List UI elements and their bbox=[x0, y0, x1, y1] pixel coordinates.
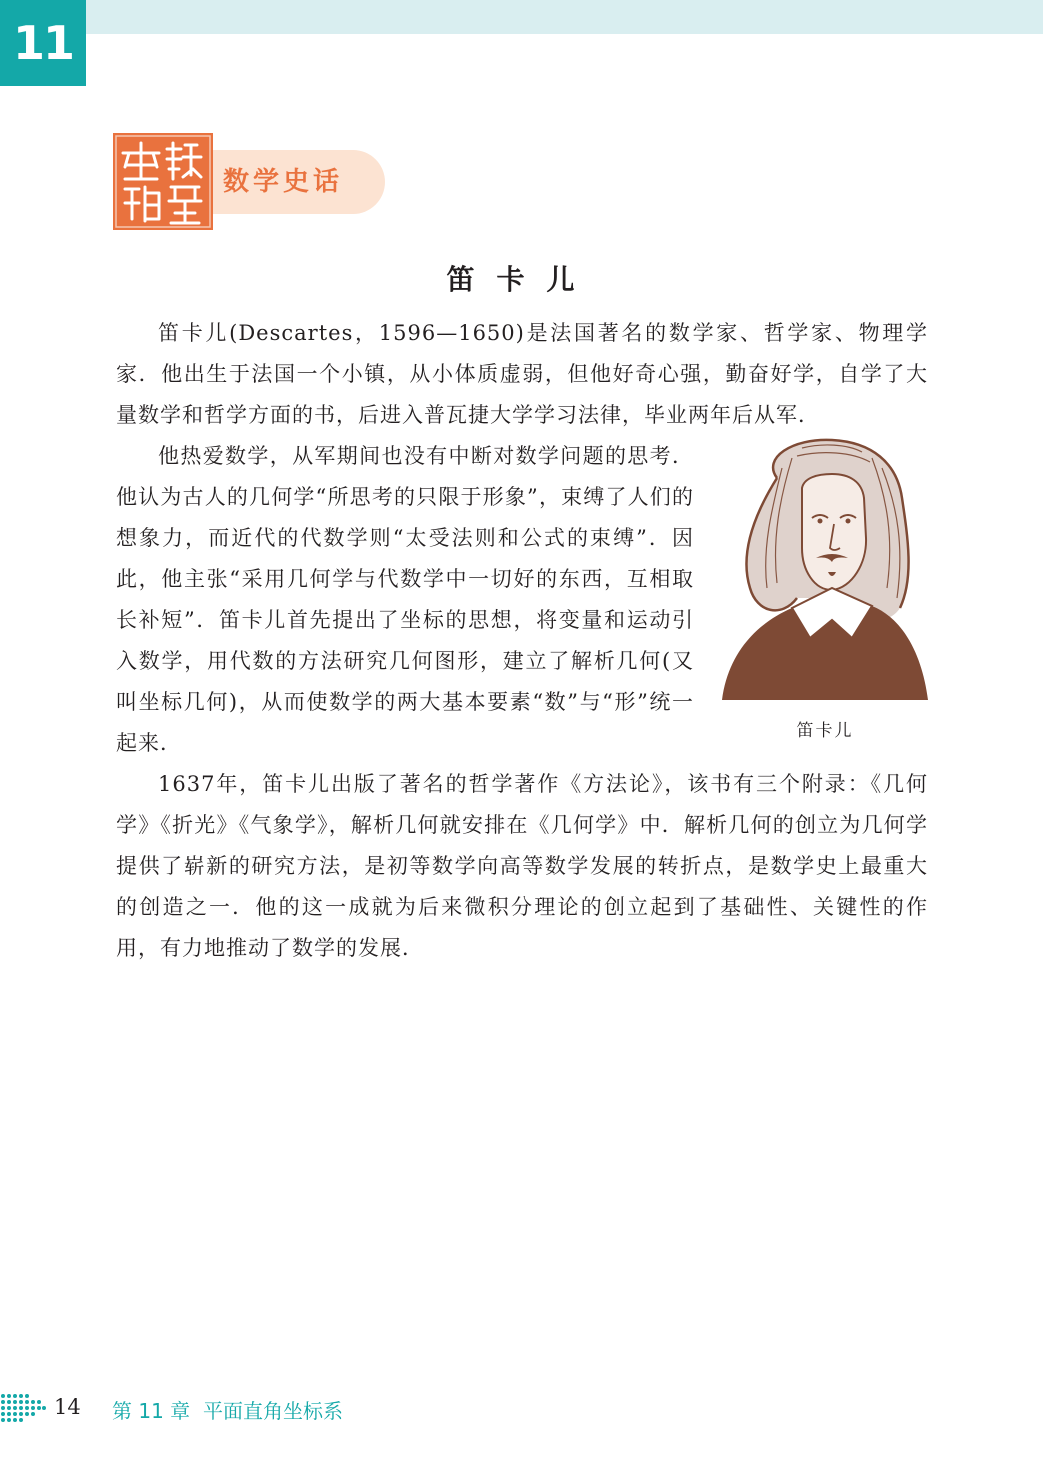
seal-stamp-icon bbox=[113, 133, 213, 230]
chapter-number-tab: 11 bbox=[0, 0, 86, 86]
article-title: 笛卡儿 bbox=[446, 263, 597, 296]
top-color-band bbox=[0, 0, 1043, 34]
paragraph-method: 1637年，笛卡儿出版了著名的哲学著作《方法论》，该书有三个附录：《几何学》《折光》《气象学》，解析几何就安排在《几何学》中．解析几何的创立为几何学提供了崭新的研究方法，是初等数学向高等数学发展的转折点，是数学史上最重大的创造之一．他的这一成就为后来微积分理论的创立起到了基础性、关键性的作用，有力地推动了数学的发展． bbox=[116, 772, 928, 960]
footer-chapter-title: 平面直角坐标系 bbox=[203, 1399, 343, 1423]
paragraph-biography: 笛卡儿(Descartes，1596—1650)是法国著名的数学家、哲学家、物理学家．他出生于法国一个小镇，从小体质虚弱，但他好奇心强，勤奋好学，自学了大量数学和哲学方面的书，后进入普瓦捷大学学习法律，毕业两年后从军． bbox=[116, 321, 928, 427]
portrait-caption: 笛卡儿 bbox=[796, 721, 854, 741]
section-header bbox=[113, 133, 385, 230]
section-label: 数学史话 bbox=[223, 167, 344, 197]
descartes-portrait bbox=[722, 438, 928, 700]
footer-chapter-label: 第 11 章 bbox=[112, 1399, 191, 1423]
paragraph-coordinates: 他热爱数学，从军期间也没有中断对数学问题的思考．他认为古人的几何学“所思考的只限于形象”，束缚了人们的想象力，而近代的代数学则“太受法则和公式的束缚”．因此，他主张“采用几何学与代数学中一切好的东西，互相取长补短”．笛卡儿首先提出了坐标的思想，将变量和运动引入数学，用代数的方法研究几何图形，建立了解析几何(又叫坐标几何)，从而使数学的两大基本要素“数”与“形”统一起来． bbox=[116, 444, 694, 755]
page-number: 14 bbox=[54, 1395, 81, 1419]
footer-dots-icon bbox=[0, 1390, 46, 1422]
